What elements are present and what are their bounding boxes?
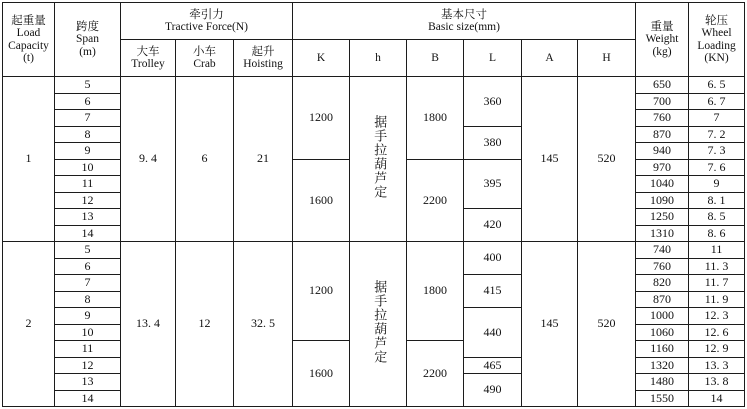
weight-cell: 870 [636,126,689,143]
header-trolley [121,40,176,77]
weight-cell: 740 [636,242,689,259]
b-cell: 2200 [407,341,464,407]
wheel-loading-cell: 8. 5 [689,209,745,226]
header-wheel-en1: Wheel [701,26,732,39]
b-cell: 2200 [407,159,464,242]
k-cell: 1600 [293,341,350,407]
wheel-loading-cell: 6. 5 [689,77,745,94]
l-cell: 380 [464,126,522,159]
span-cell: 10 [55,324,121,341]
span-cell: 9 [55,143,121,160]
weight-cell: 760 [636,258,689,275]
wheel-loading-cell: 13. 3 [689,357,745,374]
wheel-loading-cell: 7 [689,110,745,127]
wheel-loading-cell: 6. 7 [689,93,745,110]
hh-cell: 520 [578,77,636,242]
k-cell: 1200 [293,77,350,160]
span-cell: 11 [55,341,121,358]
header-crab [176,40,234,77]
span-cell: 12 [55,357,121,374]
k-cell: 1600 [293,159,350,242]
l-cell: 415 [464,275,522,308]
h-note-text: 据手拉葫芦定 [371,280,387,365]
wheel-loading-cell: 12. 9 [689,341,745,358]
hh-cell: 520 [578,242,636,407]
weight-cell: 650 [636,77,689,94]
span-cell: 11 [55,176,121,193]
header-basic-en: Basic size(mm) [428,21,500,33]
crab-force-cell: 6 [176,77,234,242]
weight-cell: 1250 [636,209,689,226]
l-cell: 440 [464,308,522,358]
wheel-loading-cell: 8. 6 [689,225,745,242]
header-trolley-cn: 大车 [136,44,160,59]
header-span-en: Span [76,33,99,46]
header-col-hh: H [578,40,636,77]
table-row [3,242,745,259]
header-weight [636,3,689,77]
header-load-en2: Capacity [8,39,49,52]
wheel-loading-cell: 11. 3 [689,258,745,275]
header-basic-cn: 基本尺寸 [441,7,488,22]
weight-cell: 760 [636,110,689,127]
header-wheel-unit: (KN) [704,52,729,65]
trolley-force-cell: 9. 4 [121,77,176,242]
span-cell: 5 [55,77,121,94]
span-cell: 6 [55,93,121,110]
header-weight-unit: (kg) [652,45,672,58]
wheel-loading-cell: 7. 2 [689,126,745,143]
wheel-loading-cell: 14 [689,390,745,407]
span-cell: 10 [55,159,121,176]
span-cell: 14 [55,390,121,407]
k-cell: 1200 [293,242,350,341]
l-cell: 465 [464,357,522,374]
weight-cell: 1480 [636,374,689,391]
span-cell: 12 [55,192,121,209]
weight-cell: 870 [636,291,689,308]
span-cell: 8 [55,291,121,308]
weight-cell: 1040 [636,176,689,193]
trolley-force-cell: 13. 4 [121,242,176,407]
wheel-loading-cell: 12. 6 [689,324,745,341]
header-weight-en: Weight [645,33,679,46]
hoisting-force-cell: 32. 5 [234,242,293,407]
header-tractive-cn: 牵引力 [189,7,224,22]
header-wheel-cn: 轮压 [705,12,729,27]
header-load-en1: Load [16,26,41,39]
weight-cell: 1310 [636,225,689,242]
span-cell: 8 [55,126,121,143]
header-load-capacity [3,3,55,77]
weight-cell: 1000 [636,308,689,325]
weight-cell: 700 [636,93,689,110]
header-hoisting [234,40,293,77]
weight-cell: 1160 [636,341,689,358]
weight-cell: 1090 [636,192,689,209]
weight-cell: 1550 [636,390,689,407]
wheel-loading-cell: 13. 8 [689,374,745,391]
header-span-cn: 跨度 [76,19,99,34]
load-capacity-cell: 2 [3,242,55,407]
header-load-unit: (t) [23,52,34,65]
header-col-b: B [407,40,464,77]
weight-cell: 940 [636,143,689,160]
span-cell: 13 [55,374,121,391]
header-col-h: h [350,40,407,77]
l-cell: 360 [464,77,522,127]
load-capacity-cell: 1 [3,77,55,242]
b-cell: 1800 [407,77,464,160]
wheel-loading-cell: 12. 3 [689,308,745,325]
b-cell: 1800 [407,242,464,341]
header-hoisting-cn: 起升 [251,44,275,59]
header-tractive-force [121,3,293,40]
header-wheel-loading [689,3,745,77]
a-cell: 145 [522,242,578,407]
span-cell: 5 [55,242,121,259]
h-note-cell [350,242,407,407]
header-tractive-en: Tractive Force(N) [165,21,248,33]
header-load-cn: 起重量 [11,12,46,27]
header-crab-cn: 小车 [193,44,216,59]
header-basic-size [293,3,636,40]
hoisting-force-cell: 21 [234,77,293,242]
weight-cell: 1320 [636,357,689,374]
header-crab-en: Crab [193,58,216,70]
crane-spec-table [2,2,745,407]
weight-cell: 1060 [636,324,689,341]
wheel-loading-cell: 8. 1 [689,192,745,209]
l-cell: 395 [464,159,522,209]
crab-force-cell: 12 [176,242,234,407]
l-cell: 490 [464,374,522,407]
wheel-loading-cell: 7. 6 [689,159,745,176]
span-cell: 7 [55,110,121,127]
a-cell: 145 [522,77,578,242]
l-cell: 400 [464,242,522,275]
span-cell: 9 [55,308,121,325]
span-cell: 14 [55,225,121,242]
header-hoisting-en: Hoisting [243,58,283,70]
weight-cell: 820 [636,275,689,292]
l-cell: 420 [464,209,522,242]
table-row [3,77,745,94]
header-span-unit: (m) [79,45,96,58]
wheel-loading-cell: 11. 9 [689,291,745,308]
wheel-loading-cell: 11 [689,242,745,259]
span-cell: 6 [55,258,121,275]
header-span [55,3,121,77]
span-cell: 7 [55,275,121,292]
header-col-k: K [293,40,350,77]
h-note-text: 据手拉葫芦定 [371,115,387,200]
header-col-a: A [522,40,578,77]
weight-cell: 970 [636,159,689,176]
wheel-loading-cell: 7. 3 [689,143,745,160]
header-wheel-en2: Loading [697,39,736,52]
span-cell: 13 [55,209,121,226]
wheel-loading-cell: 9 [689,176,745,193]
h-note-cell [350,77,407,242]
header-weight-cn: 重量 [650,19,674,34]
header-col-l: L [464,40,522,77]
wheel-loading-cell: 11. 7 [689,275,745,292]
header-trolley-en: Trolley [131,58,165,70]
